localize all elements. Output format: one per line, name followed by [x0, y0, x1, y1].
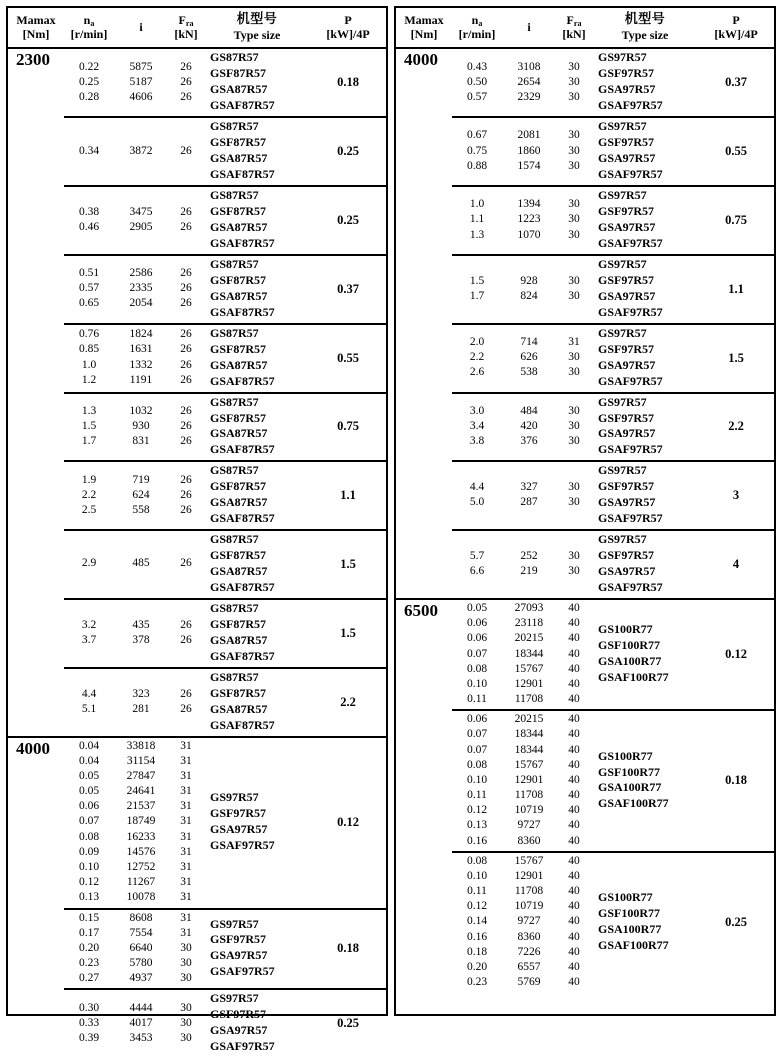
cell-type-size: GS97R57 GSF97R57 GSA97R57 GSAF97R57	[592, 461, 698, 530]
col-header-type-title-cjk: 机型号	[624, 12, 666, 27]
cell-type-size: GS100R77 GSF100R77 GSA100R77 GSAF100R77	[592, 599, 698, 710]
col-header-p	[310, 8, 386, 48]
right-table-header	[396, 8, 774, 48]
cell-na: 3.0 3.4 3.8	[452, 393, 502, 462]
table-row	[396, 393, 774, 462]
cell-fra: 40 40 40 40 40 40 40 40 40	[556, 710, 592, 852]
cell-power: 0.25	[310, 989, 386, 1057]
cell-mamax	[8, 186, 64, 255]
cell-i: 2081 1860 1574	[502, 117, 556, 186]
cell-na: 0.08 0.10 0.11 0.12 0.14 0.16 0.18 0.20 0.23	[452, 852, 502, 993]
table-row	[396, 599, 774, 710]
cell-i: 5875 5187 4606	[114, 48, 168, 117]
col-header-na-unit: [r/min]	[70, 27, 108, 42]
cell-fra: 26 26 26 26	[168, 324, 204, 393]
cell-mamax	[8, 324, 64, 393]
cell-na: 0.76 0.85 1.0 1.2	[64, 324, 114, 393]
cell-power: 0.25	[310, 117, 386, 186]
cell-type-size: GS97R57 GSF97R57 GSA97R57 GSAF97R57	[592, 324, 698, 393]
table-row	[8, 255, 386, 324]
cell-power: 0.12	[310, 737, 386, 909]
cell-fra: 31 30 30	[556, 324, 592, 393]
cell-type-size: GS87R57 GSF87R57 GSA87R57 GSAF87R57	[204, 530, 310, 599]
cell-i: 719 624 558	[114, 461, 168, 530]
cell-fra: 26 26	[168, 668, 204, 737]
cell-type-size: GS87R57 GSF87R57 GSA87R57 GSAF87R57	[204, 117, 310, 186]
table-row	[8, 186, 386, 255]
cell-mamax: 4000	[8, 737, 64, 909]
cell-power: 3	[698, 461, 774, 530]
cell-power: 0.55	[698, 117, 774, 186]
col-header-mamax	[8, 8, 64, 48]
cell-na: 3.2 3.7	[64, 599, 114, 668]
cell-i: 1032 930 831	[114, 393, 168, 462]
table-row	[8, 117, 386, 186]
cell-power: 0.18	[310, 48, 386, 117]
cell-mamax: 4000	[396, 48, 452, 117]
cell-i: 484 420 376	[502, 393, 556, 462]
cell-type-size: GS97R57 GSF97R57 GSA97R57 GSAF97R57	[204, 737, 310, 909]
cell-power: 1.1	[310, 461, 386, 530]
col-header-na	[452, 8, 502, 48]
cell-fra: 26	[168, 117, 204, 186]
cell-fra: 26 26 26	[168, 461, 204, 530]
cell-type-size: GS97R57 GSF97R57 GSA97R57 GSAF97R57	[204, 909, 310, 990]
col-header-i-title: i	[527, 19, 531, 34]
cell-na: 1.3 1.5 1.7	[64, 393, 114, 462]
cell-mamax	[8, 461, 64, 530]
cell-na: 0.67 0.75 0.88	[452, 117, 502, 186]
cell-i: 252 219	[502, 530, 556, 599]
cell-fra: 40 40 40 40 40 40 40	[556, 599, 592, 710]
col-header-type-title-cjk: 机型号	[236, 12, 278, 27]
col-header-fra-unit: [kN]	[562, 27, 586, 42]
cell-mamax	[396, 852, 452, 993]
right-specification-table	[394, 6, 776, 1016]
cell-mamax	[396, 461, 452, 530]
col-header-mamax	[396, 8, 452, 48]
cell-fra: 30 30	[556, 255, 592, 324]
cell-i: 15767 12901 11708 10719 9727 8360 7226 6557 5769	[502, 852, 556, 993]
cell-power: 0.18	[698, 710, 774, 852]
cell-na: 4.4 5.0	[452, 461, 502, 530]
cell-power: 2.2	[698, 393, 774, 462]
cell-i: 928 824	[502, 255, 556, 324]
cell-i: 33818 31154 27847 24641 21537 18749 16233 14576 12752 11267 10078	[114, 737, 168, 909]
col-header-mamax-title: Mamax	[404, 12, 444, 27]
table-row	[8, 989, 386, 1057]
cell-power: 1.5	[310, 530, 386, 599]
col-header-na-title: $n_a$	[83, 12, 95, 28]
cell-i: 435 378	[114, 599, 168, 668]
cell-na: 1.5 1.7	[452, 255, 502, 324]
cell-i: 27093 23118 20215 18344 15767 12901 11708	[502, 599, 556, 710]
cell-i: 1394 1223 1070	[502, 186, 556, 255]
cell-type-size: GS87R57 GSF87R57 GSA87R57 GSAF87R57	[204, 255, 310, 324]
cell-type-size: GS100R77 GSF100R77 GSA100R77 GSAF100R77	[592, 852, 698, 993]
cell-power: 0.25	[698, 852, 774, 993]
table-row	[396, 186, 774, 255]
table-row	[8, 530, 386, 599]
cell-mamax	[396, 117, 452, 186]
cell-type-size: GS87R57 GSF87R57 GSA87R57 GSAF87R57	[204, 393, 310, 462]
cell-na: 0.04 0.04 0.05 0.05 0.06 0.07 0.08 0.09 0.10 0.12 0.13	[64, 737, 114, 909]
cell-type-size: GS97R57 GSF97R57 GSA97R57 GSAF97R57	[592, 48, 698, 117]
col-header-i	[114, 8, 168, 48]
cell-type-size: GS87R57 GSF87R57 GSA87R57 GSAF87R57	[204, 324, 310, 393]
cell-mamax: 6500	[396, 599, 452, 710]
table-row	[396, 324, 774, 393]
cell-na: 0.22 0.25 0.28	[64, 48, 114, 117]
cell-power: 1.5	[698, 324, 774, 393]
cell-na: 2.0 2.2 2.6	[452, 324, 502, 393]
cell-na: 0.43 0.50 0.57	[452, 48, 502, 117]
cell-mamax	[396, 710, 452, 852]
cell-mamax	[396, 255, 452, 324]
left-table-header	[8, 8, 386, 48]
left-table-body	[8, 48, 386, 1057]
cell-mamax	[8, 117, 64, 186]
cell-fra: 26 26	[168, 599, 204, 668]
col-header-fra	[556, 8, 592, 48]
table-row	[396, 48, 774, 117]
cell-fra: 30 30	[556, 530, 592, 599]
cell-type-size: GS97R57 GSF97R57 GSA97R57 GSAF97R57	[592, 255, 698, 324]
cell-i: 20215 18344 18344 15767 12901 11708 10719 9727 8360	[502, 710, 556, 852]
cell-i: 4444 4017 3453	[114, 989, 168, 1057]
col-header-p-title: P	[344, 12, 352, 27]
cell-na: 0.15 0.17 0.20 0.23 0.27	[64, 909, 114, 990]
col-header-fra	[168, 8, 204, 48]
cell-fra: 30 30 30	[556, 48, 592, 117]
col-header-type-title-en: Type size	[621, 27, 669, 42]
cell-type-size: GS87R57 GSF87R57 GSA87R57 GSAF87R57	[204, 599, 310, 668]
cell-power: 0.25	[310, 186, 386, 255]
col-header-mamax-title: Mamax	[16, 12, 56, 27]
col-header-na	[64, 8, 114, 48]
table-row	[396, 530, 774, 599]
cell-power: 1.1	[698, 255, 774, 324]
cell-type-size: GS87R57 GSF87R57 GSA87R57 GSAF87R57	[204, 668, 310, 737]
cell-na: 4.4 5.1	[64, 668, 114, 737]
table-row	[396, 255, 774, 324]
left-table	[8, 8, 386, 1057]
left-specification-table	[6, 6, 388, 1054]
col-header-p	[698, 8, 774, 48]
col-header-fra-unit: [kN]	[174, 27, 198, 42]
table-row	[8, 48, 386, 117]
cell-fra: 30 30 30	[556, 186, 592, 255]
cell-power: 0.55	[310, 324, 386, 393]
col-header-p-unit: [kW]/4P	[326, 27, 370, 42]
cell-type-size: GS97R57 GSF97R57 GSA97R57 GSAF97R57	[204, 989, 310, 1057]
cell-fra: 26 26 26	[168, 255, 204, 324]
cell-mamax	[8, 909, 64, 990]
cell-type-size: GS97R57 GSF97R57 GSA97R57 GSAF97R57	[592, 530, 698, 599]
cell-mamax	[396, 393, 452, 462]
cell-mamax	[8, 599, 64, 668]
cell-na: 0.06 0.07 0.07 0.08 0.10 0.11 0.12 0.13 0.16	[452, 710, 502, 852]
col-header-i	[502, 8, 556, 48]
col-header-mamax-unit: [Nm]	[22, 27, 50, 42]
cell-power: 0.18	[310, 909, 386, 990]
table-row	[396, 461, 774, 530]
cell-na: 5.7 6.6	[452, 530, 502, 599]
cell-i: 714 626 538	[502, 324, 556, 393]
table-row	[396, 852, 774, 993]
cell-power: 0.37	[310, 255, 386, 324]
cell-i: 485	[114, 530, 168, 599]
cell-type-size: GS97R57 GSF97R57 GSA97R57 GSAF97R57	[592, 393, 698, 462]
col-header-na-title: $n_a$	[471, 12, 483, 28]
col-header-na-unit: [r/min]	[458, 27, 496, 42]
cell-fra: 26 26	[168, 186, 204, 255]
col-header-type	[204, 8, 310, 48]
cell-na: 1.0 1.1 1.3	[452, 186, 502, 255]
cell-type-size: GS97R57 GSF97R57 GSA97R57 GSAF97R57	[592, 186, 698, 255]
cell-i: 1824 1631 1332 1191	[114, 324, 168, 393]
table-row	[8, 461, 386, 530]
cell-power: 0.12	[698, 599, 774, 710]
cell-type-size: GS100R77 GSF100R77 GSA100R77 GSAF100R77	[592, 710, 698, 852]
cell-power: 4	[698, 530, 774, 599]
table-row	[396, 117, 774, 186]
col-header-type	[592, 8, 698, 48]
cell-na: 0.34	[64, 117, 114, 186]
cell-i: 3475 2905	[114, 186, 168, 255]
cell-fra: 31 31 30 30 30	[168, 909, 204, 990]
cell-fra: 30 30 30	[168, 989, 204, 1057]
cell-na: 0.38 0.46	[64, 186, 114, 255]
col-header-fra-title: $F_{ra}$	[566, 12, 582, 28]
cell-fra: 26	[168, 530, 204, 599]
cell-na: 0.05 0.06 0.06 0.07 0.08 0.10 0.11	[452, 599, 502, 710]
cell-i: 327 287	[502, 461, 556, 530]
cell-type-size: GS87R57 GSF87R57 GSA87R57 GSAF87R57	[204, 461, 310, 530]
cell-power: 1.5	[310, 599, 386, 668]
cell-i: 323 281	[114, 668, 168, 737]
cell-fra: 31 31 31 31 31 31 31 31 31 31 31	[168, 737, 204, 909]
cell-power: 0.75	[698, 186, 774, 255]
right-table-body	[396, 48, 774, 992]
col-header-i-title: i	[139, 19, 143, 34]
cell-type-size: GS97R57 GSF97R57 GSA97R57 GSAF97R57	[592, 117, 698, 186]
cell-mamax	[396, 530, 452, 599]
cell-na: 0.51 0.57 0.65	[64, 255, 114, 324]
cell-mamax	[8, 393, 64, 462]
cell-fra: 26 26 26	[168, 393, 204, 462]
cell-mamax	[8, 530, 64, 599]
cell-type-size: GS87R57 GSF87R57 GSA87R57 GSAF87R57	[204, 48, 310, 117]
cell-type-size: GS87R57 GSF87R57 GSA87R57 GSAF87R57	[204, 186, 310, 255]
cell-mamax	[8, 668, 64, 737]
table-row	[8, 393, 386, 462]
table-row	[8, 324, 386, 393]
col-header-p-unit: [kW]/4P	[714, 27, 758, 42]
cell-fra: 26 26 26	[168, 48, 204, 117]
cell-na: 0.30 0.33 0.39	[64, 989, 114, 1057]
cell-i: 3872	[114, 117, 168, 186]
table-row	[8, 909, 386, 990]
cell-power: 0.37	[698, 48, 774, 117]
cell-mamax	[396, 324, 452, 393]
col-header-fra-title: $F_{ra}$	[178, 12, 194, 28]
cell-i: 2586 2335 2054	[114, 255, 168, 324]
cell-fra: 30 30	[556, 461, 592, 530]
cell-power: 0.75	[310, 393, 386, 462]
right-table	[396, 8, 774, 992]
cell-mamax: 2300	[8, 48, 64, 117]
table-row	[396, 710, 774, 852]
table-row	[8, 599, 386, 668]
cell-i: 8608 7554 6640 5780 4937	[114, 909, 168, 990]
cell-power: 2.2	[310, 668, 386, 737]
cell-na: 1.9 2.2 2.5	[64, 461, 114, 530]
cell-fra: 40 40 40 40 40 40 40 40 40	[556, 852, 592, 993]
cell-i: 3108 2654 2329	[502, 48, 556, 117]
cell-fra: 30 30 30	[556, 117, 592, 186]
cell-mamax	[396, 186, 452, 255]
col-header-type-title-en: Type size	[233, 27, 281, 42]
cell-mamax	[8, 989, 64, 1057]
cell-mamax	[8, 255, 64, 324]
table-row	[8, 668, 386, 737]
col-header-mamax-unit: [Nm]	[410, 27, 438, 42]
table-row	[8, 737, 386, 909]
col-header-p-title: P	[732, 12, 740, 27]
cell-na: 2.9	[64, 530, 114, 599]
cell-fra: 30 30 30	[556, 393, 592, 462]
